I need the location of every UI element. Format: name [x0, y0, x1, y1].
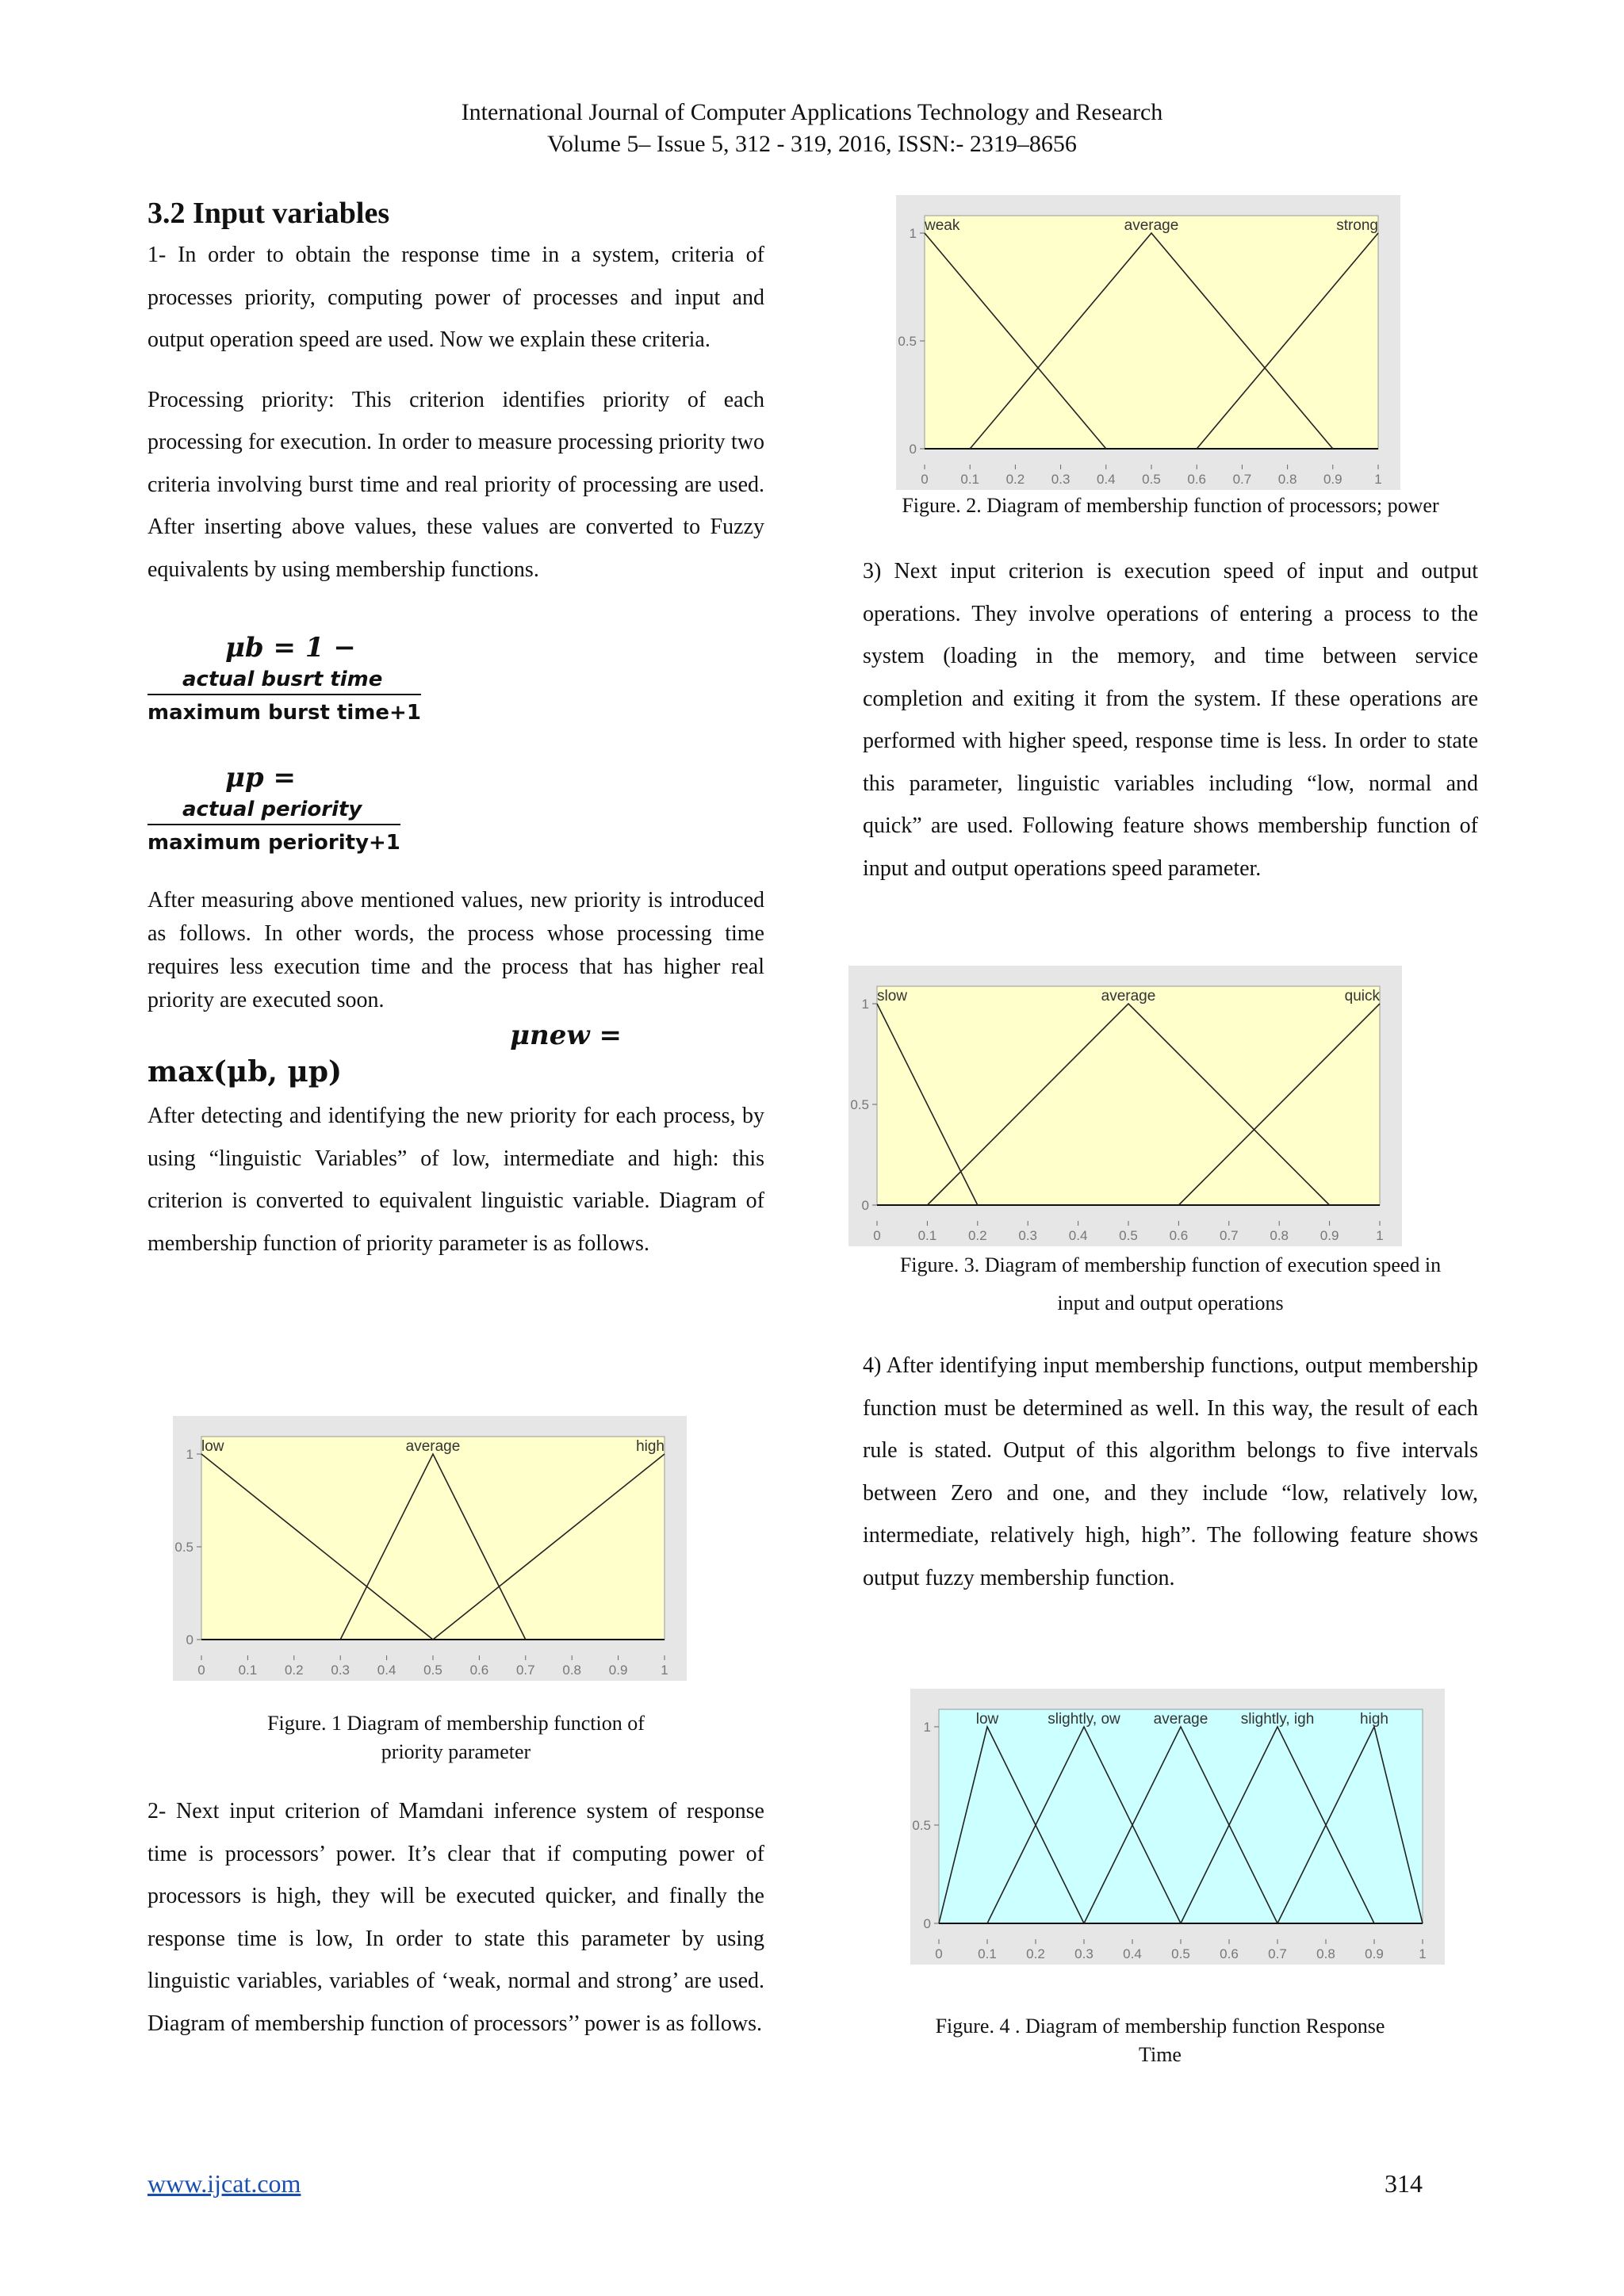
left-column: [147, 194, 764, 1265]
plot-area: [877, 986, 1380, 1205]
x-tick-label: 0.9: [1323, 472, 1342, 487]
journal-title: International Journal of Computer Applications Technology and Research: [461, 99, 1163, 125]
x-tick-label: 0.4: [1123, 1946, 1142, 1961]
x-tick-label: 0: [935, 1946, 943, 1961]
x-tick-label: 1: [1376, 1228, 1384, 1243]
mf-label-0: slow: [877, 988, 908, 1004]
figure-3-caption-line2: input and output operations: [1057, 1292, 1284, 1314]
x-tick-label: 0.8: [1277, 472, 1297, 487]
equation-mu-b-numerator: actual busrt time: [182, 668, 383, 691]
equation-mu-p-numerator: actual periority: [182, 798, 362, 821]
x-tick-label: 0.4: [1068, 1228, 1088, 1243]
x-tick-label: 1: [661, 1663, 668, 1678]
paragraph-processing-priority: Processing priority: This criterion identifies priority of each processing for execution. In order to measure processing priority two criteria involving burst time and real priority of processing are used. After inserting above values, these values are converted to Fuzzy equivalents by using membership functions.: [147, 387, 764, 582]
plot-area: [201, 1437, 665, 1640]
y-tick-label: 1: [909, 226, 917, 241]
figure-2-chart: [896, 195, 1400, 490]
y-tick-label: 1: [861, 997, 869, 1012]
x-tick-label: 0.5: [1119, 1228, 1138, 1243]
mf-label-4: high: [1360, 1711, 1388, 1728]
mf-label-0: weak: [925, 217, 960, 234]
x-tick-label: 0.5: [1171, 1946, 1190, 1961]
x-tick-label: 0.8: [562, 1663, 582, 1678]
x-tick-label: 0.5: [423, 1663, 442, 1678]
x-tick-label: 0.7: [515, 1663, 535, 1678]
figure-3-caption: [863, 1246, 1478, 1322]
paragraph-linguistic: After detecting and identifying the new priority for each process, by using “linguistic Variables” of low, intermediate and high: this criterion is converted to equivalent linguistic variable. Diagram of membership function of priority parameter is as follows.: [147, 1104, 764, 1256]
equation-mu-b: [147, 630, 764, 727]
y-tick-label: 0.5: [898, 334, 917, 349]
plot-area: [925, 216, 1378, 449]
mf-label-3: slightly, igh: [1240, 1711, 1315, 1728]
mf-label-1: average: [1101, 988, 1156, 1004]
mf-label-0: low: [975, 1711, 999, 1728]
figure-1-caption: [147, 1709, 764, 1766]
x-tick-label: 0.6: [1220, 1946, 1239, 1961]
x-tick-label: 0: [197, 1663, 205, 1678]
x-tick-label: 1: [1419, 1946, 1427, 1961]
right-column-middle: [863, 550, 1478, 890]
figure-1-chart: [173, 1416, 687, 1681]
journal-header: [0, 97, 1624, 160]
x-tick-label: 0.6: [1187, 472, 1207, 487]
x-tick-label: 0.7: [1268, 1946, 1287, 1961]
paragraph-intro: 1- In order to obtain the response time in a system, criteria of processes priority, computing power of processes and input and output operation speed are used. Now we explain these criteria.: [147, 243, 764, 352]
x-tick-label: 0.9: [608, 1663, 628, 1678]
figure-1-caption-line2: priority parameter: [381, 1740, 531, 1763]
paragraph-output-mf: 4) After identifying input membership functions, output membership function must be determined as well. In this way, the result of each rule is stated. Output of this algorithm belongs to five intervals between Zero and one, and they include “low, relatively low, intermediate, relatively high, high”. The following feature shows output fuzzy membership function.: [863, 1353, 1478, 1590]
x-tick-label: 0.2: [1005, 472, 1025, 487]
x-tick-label: 0.5: [1142, 472, 1161, 487]
x-tick-label: 0.2: [967, 1228, 987, 1243]
mf-label-2: high: [636, 1438, 665, 1455]
y-tick-label: 0: [923, 1916, 931, 1931]
y-tick-label: 1: [923, 1720, 931, 1735]
x-tick-label: 0.6: [469, 1663, 489, 1678]
y-tick-label: 0.5: [174, 1540, 193, 1555]
x-tick-label: 0.3: [1051, 472, 1071, 487]
y-tick-label: 0.5: [912, 1818, 931, 1833]
x-tick-label: 0.2: [1026, 1946, 1045, 1961]
paragraph-new-priority: After measuring above mentioned values, new priority is introduced as follows. In other words, the process whose processing time requires less execution time and the process that has higher real priority are executed soon.: [147, 888, 764, 1012]
y-tick-label: 0: [909, 442, 917, 457]
left-column-bottom: [147, 1790, 764, 2045]
mf-label-1: slightly, ow: [1048, 1711, 1120, 1728]
x-tick-label: 0.4: [1096, 472, 1116, 487]
equation-mu-p-denominator: maximum periority+1: [147, 824, 400, 857]
figure-2-caption: Figure. 2. Diagram of membership function of processors; power: [902, 494, 1439, 517]
x-tick-label: 0.8: [1316, 1946, 1335, 1961]
equation-mu-b-lhs: μb = 1 −: [225, 632, 356, 664]
equation-mu-b-denominator: maximum burst time+1: [147, 694, 421, 727]
mf-label-2: strong: [1336, 217, 1378, 234]
x-tick-label: 0.3: [331, 1663, 350, 1678]
mf-label-1: average: [1124, 217, 1179, 234]
journal-website-link[interactable]: www.ijcat.com: [147, 2169, 301, 2198]
equation-mu-new: μnew =: [510, 1020, 622, 1051]
journal-volume: Volume 5– Issue 5, 312 - 319, 2016, ISSN:- 2319–8656: [547, 131, 1077, 157]
right-column-lower: [863, 1345, 1478, 1599]
x-tick-label: 0.9: [1320, 1228, 1339, 1243]
equation-max: max(μb, μp): [147, 1055, 343, 1089]
x-tick-label: 0.7: [1232, 472, 1252, 487]
x-tick-label: 0.6: [1169, 1228, 1189, 1243]
y-tick-label: 0: [861, 1198, 869, 1213]
x-tick-label: 0.7: [1219, 1228, 1239, 1243]
paragraph-processor-power: 2- Next input criterion of Mamdani inference system of response time is processors’ power. It’s clear that if computing power of processors is high, they will be executed quicker, and finally the response time is low, In order to state this parameter by using linguistic variables, variables of ‘weak, normal and strong’ are used. Diagram of membership function of processors’’ power is as follows.: [147, 1799, 764, 2036]
figure-4-chart: [910, 1689, 1445, 1965]
figure-4-caption: [863, 2012, 1457, 2069]
figure-1: [173, 1416, 687, 1685]
paragraph-io-speed: 3) Next input criterion is execution speed of input and output operations. They involve operations of entering a process to the system (loading in the memory, and time between service completion and exiting it from the system. If these operations are performed with higher speed, response time is less. In order to state this parameter, linguistic variables including “low, normal and quick” are used. Following feature shows membership function of input and output operations speed parameter.: [863, 559, 1478, 881]
x-tick-label: 0.1: [917, 1228, 937, 1243]
figure-3: [848, 966, 1402, 1250]
figure-4-caption-line2: Time: [1139, 2043, 1182, 2066]
figure-3-caption-line1: Figure. 3. Diagram of membership function of execution speed in: [899, 1253, 1442, 1276]
x-tick-label: 0.2: [284, 1663, 304, 1678]
x-tick-label: 0.8: [1270, 1228, 1289, 1243]
x-tick-label: 0.9: [1365, 1946, 1384, 1961]
x-tick-label: 0.1: [960, 472, 980, 487]
x-tick-label: 0.1: [238, 1663, 258, 1678]
y-tick-label: 1: [186, 1447, 193, 1462]
figure-4-caption-line1: Figure. 4 . Diagram of membership function Response: [935, 2015, 1385, 2038]
figure-3-chart: [848, 966, 1402, 1246]
y-tick-label: 0: [186, 1632, 193, 1647]
x-tick-label: 1: [1374, 472, 1382, 487]
x-tick-label: 0: [873, 1228, 881, 1243]
section-title: 3.2 Input variables: [147, 197, 390, 230]
x-tick-label: 0.3: [1018, 1228, 1038, 1243]
mf-label-0: low: [201, 1438, 224, 1455]
x-tick-label: 0.4: [377, 1663, 396, 1678]
mf-label-2: average: [1153, 1711, 1208, 1728]
x-tick-label: 0.3: [1074, 1946, 1094, 1961]
page-number: 314: [1385, 2169, 1423, 2198]
equation-mu-p-lhs: μp =: [225, 762, 296, 794]
x-tick-label: 0.1: [978, 1946, 997, 1961]
figure-1-caption-line1: Figure. 1 Diagram of membership function of: [267, 1712, 645, 1735]
figure-2: [896, 195, 1400, 494]
equation-mu-p: [147, 760, 764, 857]
x-tick-label: 0: [921, 472, 929, 487]
y-tick-label: 0.5: [850, 1097, 869, 1112]
figure-4: [910, 1689, 1445, 1969]
mf-label-2: quick: [1344, 988, 1380, 1004]
mf-label-1: average: [405, 1438, 461, 1455]
plot-area: [939, 1709, 1423, 1923]
